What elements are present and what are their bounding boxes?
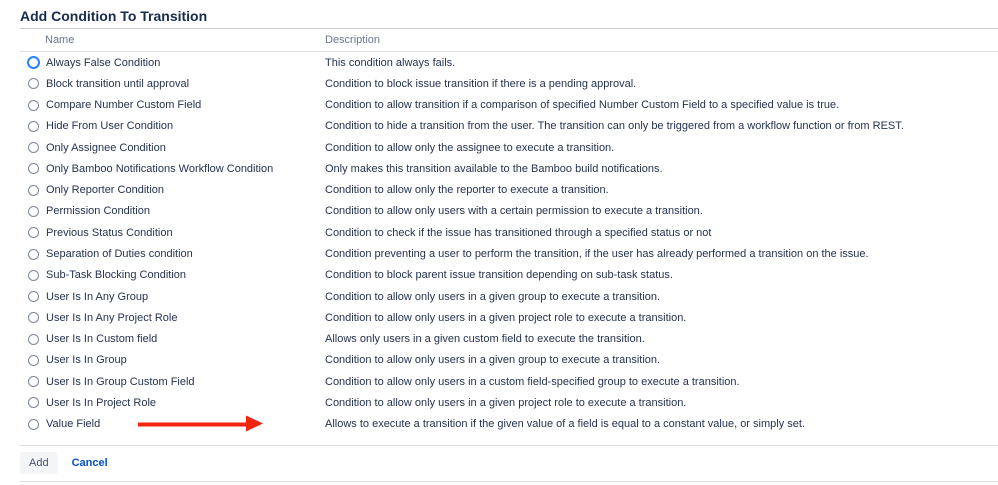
radio-button[interactable]: [28, 163, 39, 174]
condition-name: Only Assignee Condition: [46, 141, 166, 154]
condition-description: Condition to block issue transition if there is a pending approval.: [325, 77, 637, 90]
radio-button[interactable]: [28, 355, 39, 366]
radio-button[interactable]: [28, 312, 39, 323]
condition-name: User Is In Any Project Role: [46, 311, 178, 324]
condition-name: Value Field: [46, 418, 101, 431]
table-row[interactable]: [20, 201, 998, 222]
radio-button[interactable]: [28, 376, 39, 387]
radio-button[interactable]: [28, 185, 39, 196]
condition-description: Only makes this transition available to the Bamboo build notifications.: [325, 162, 663, 175]
table-row[interactable]: [20, 73, 998, 94]
radio-button[interactable]: [28, 419, 39, 430]
radio-button[interactable]: [28, 397, 39, 408]
condition-name: Hide From User Condition: [46, 120, 174, 133]
table-row[interactable]: [20, 243, 998, 264]
condition-description: Allows to execute a transition if the given value of a field is equal to a constant value, or simply set.: [325, 418, 805, 431]
condition-name: Compare Number Custom Field: [46, 99, 202, 112]
table-header: [20, 29, 998, 52]
table-row[interactable]: [20, 116, 998, 137]
condition-description: Condition preventing a user to perform the transition, if the user has already performed a transition on the issue.: [325, 248, 869, 261]
condition-description: Condition to allow only users in a given group to execute a transition.: [325, 290, 661, 303]
table-row[interactable]: [20, 265, 998, 286]
red-arrow-annotation-icon: [138, 416, 263, 433]
radio-button[interactable]: [28, 227, 39, 238]
table-row[interactable]: [20, 286, 998, 307]
condition-description: Condition to allow only users in a custom field-specified group to execute a transition.: [325, 375, 740, 388]
table-row[interactable]: [20, 158, 998, 179]
cancel-link[interactable]: Cancel: [71, 457, 108, 470]
radio-button[interactable]: [28, 100, 39, 111]
table-row[interactable]: [20, 222, 998, 243]
condition-description: Condition to check if the issue has transitioned through a specified status or not: [325, 226, 712, 239]
radio-button[interactable]: [28, 249, 39, 260]
condition-name: Sub-Task Blocking Condition: [46, 269, 187, 282]
condition-description: Condition to allow only users with a certain permission to execute a transition.: [325, 205, 703, 218]
add-button[interactable]: Add: [20, 452, 58, 474]
condition-name: User Is In Custom field: [46, 333, 158, 346]
condition-description: Condition to allow only users in a given project role to execute a transition.: [325, 311, 687, 324]
dialog-container: [20, 0, 998, 482]
condition-description: Condition to allow only the assignee to execute a transition.: [325, 141, 615, 154]
table-row[interactable]: [20, 95, 998, 116]
condition-description: Condition to block parent issue transition depending on sub-task status.: [325, 269, 673, 282]
table-row[interactable]: [20, 52, 998, 73]
condition-description: Condition to allow only the reporter to execute a transition.: [325, 184, 609, 197]
radio-button[interactable]: [27, 56, 40, 69]
table-row[interactable]: [20, 307, 998, 328]
condition-name: Permission Condition: [46, 205, 150, 218]
table-row[interactable]: [20, 392, 998, 413]
condition-name: User Is In Group Custom Field: [46, 375, 195, 388]
condition-description: Condition to allow only users in a given group to execute a transition.: [325, 354, 661, 367]
radio-button[interactable]: [28, 121, 39, 132]
footer: [20, 446, 998, 482]
column-header-name: Name: [45, 34, 75, 46]
radio-button[interactable]: [28, 142, 39, 153]
table-row[interactable]: [20, 137, 998, 158]
column-header-description: Description: [325, 34, 381, 46]
condition-name: User Is In Group: [46, 354, 127, 367]
table-row[interactable]: [20, 180, 998, 201]
radio-button[interactable]: [28, 334, 39, 345]
condition-name: User Is In Project Role: [46, 396, 157, 409]
condition-name: Previous Status Condition: [46, 226, 173, 239]
radio-button[interactable]: [28, 291, 39, 302]
radio-button[interactable]: [28, 78, 39, 89]
condition-name: Only Bamboo Notifications Workflow Condition: [46, 162, 274, 175]
condition-name: Only Reporter Condition: [46, 184, 165, 197]
radio-button[interactable]: [28, 270, 39, 281]
condition-description: Condition to allow transition if a comparison of specified Number Custom Field to a specified value is true.: [325, 99, 840, 112]
table-row-value-field[interactable]: [20, 414, 998, 435]
condition-name: Separation of Duties condition: [46, 248, 193, 261]
condition-name: User Is In Any Group: [46, 290, 149, 303]
table-row[interactable]: [20, 328, 998, 349]
condition-name: Block transition until approval: [46, 77, 190, 90]
table-row[interactable]: [20, 350, 998, 371]
condition-description: Allows only users in a given custom field to execute the transition.: [325, 333, 645, 346]
radio-button[interactable]: [28, 206, 39, 217]
conditions-table: [20, 52, 998, 435]
condition-description: Condition to hide a transition from the user. The transition can only be triggered from a workflow function or from REST.: [325, 120, 904, 133]
condition-name: Always False Condition: [46, 56, 161, 69]
page-title: Add Condition To Transition: [20, 0, 998, 29]
table-row[interactable]: [20, 371, 998, 392]
condition-description: This condition always fails.: [325, 56, 456, 69]
condition-description: Condition to allow only users in a given project role to execute a transition.: [325, 396, 687, 409]
